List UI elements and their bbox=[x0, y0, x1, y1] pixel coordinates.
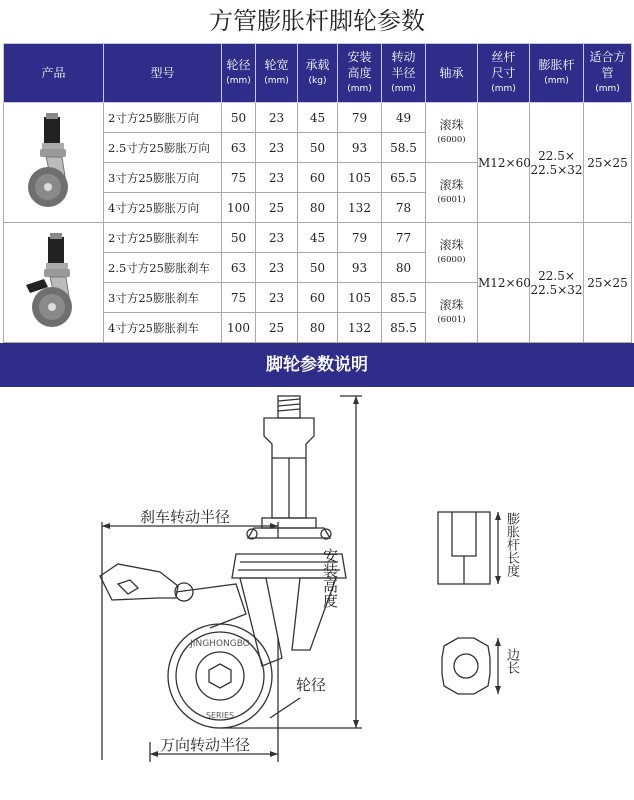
row-load: 60 bbox=[298, 163, 338, 193]
row-width: 23 bbox=[256, 133, 298, 163]
row-load: 45 bbox=[298, 103, 338, 133]
row-width: 23 bbox=[256, 283, 298, 313]
bearing-cell: 滚珠 (6000) bbox=[426, 223, 478, 283]
brake-lever bbox=[100, 564, 178, 600]
spec-table bbox=[3, 43, 632, 343]
product-image-brake bbox=[4, 223, 104, 343]
row-radius: 80 bbox=[382, 253, 426, 283]
col-install-height: 安装 高度 (mm) bbox=[338, 44, 382, 103]
row-height: 105 bbox=[338, 163, 382, 193]
row-model: 4寸方25膨胀万向 bbox=[104, 193, 222, 223]
page-title: 方管膨胀杆脚轮参数 bbox=[209, 7, 425, 35]
row-height: 132 bbox=[338, 313, 382, 343]
row-model: 2寸方25膨胀刹车 bbox=[104, 223, 222, 253]
row-load: 80 bbox=[298, 313, 338, 343]
row-load: 60 bbox=[298, 283, 338, 313]
row-load: 45 bbox=[298, 223, 338, 253]
row-dia: 75 bbox=[222, 163, 256, 193]
col-model: 型号 bbox=[104, 44, 222, 103]
row-model: 4寸方25膨胀刹车 bbox=[104, 313, 222, 343]
row-width: 23 bbox=[256, 103, 298, 133]
row-model: 2寸方25膨胀万向 bbox=[104, 103, 222, 133]
row-width: 25 bbox=[256, 313, 298, 343]
col-swivel-radius: 转动 半径 (mm) bbox=[382, 44, 426, 103]
rod-section-view bbox=[442, 638, 490, 694]
col-bearing: 轴承 bbox=[426, 44, 478, 103]
fit-tube-cell: 25×25 bbox=[584, 103, 632, 223]
axle-nut bbox=[209, 664, 231, 688]
row-width: 23 bbox=[256, 223, 298, 253]
row-dia: 63 bbox=[222, 253, 256, 283]
rod-length-label: 膨胀杆长度 bbox=[504, 512, 519, 577]
tire-series-text: SERIES bbox=[205, 711, 235, 720]
col-expansion-rod: 膨胀杆 (mm) bbox=[530, 44, 584, 103]
section-banner: 脚轮参数说明 bbox=[0, 343, 634, 387]
table-header-row bbox=[4, 44, 632, 103]
swivel-radius-label: 万向转动半径 bbox=[160, 736, 251, 754]
brake-caster-icon bbox=[22, 233, 86, 333]
tire-brand-text: JINGHONGBO bbox=[190, 639, 250, 649]
bearing-cell: 滚珠 (6001) bbox=[426, 283, 478, 343]
thread-cell: M12×60 bbox=[478, 223, 530, 343]
row-model: 2.5寸方25膨胀刹车 bbox=[104, 253, 222, 283]
row-load: 50 bbox=[298, 133, 338, 163]
col-load: 承载 (kg) bbox=[298, 44, 338, 103]
brake-radius-label: 刹车转动半径 bbox=[140, 508, 231, 526]
row-dia: 63 bbox=[222, 133, 256, 163]
table-row bbox=[4, 103, 632, 133]
row-dia: 75 bbox=[222, 283, 256, 313]
row-dia: 100 bbox=[222, 313, 256, 343]
row-width: 23 bbox=[256, 163, 298, 193]
expansion-rod-cell: 22.5× 22.5×32 bbox=[530, 103, 584, 223]
col-thread: 丝杆 尺寸 (mm) bbox=[478, 44, 530, 103]
row-dia: 100 bbox=[222, 193, 256, 223]
row-height: 105 bbox=[338, 283, 382, 313]
row-height: 79 bbox=[338, 223, 382, 253]
row-width: 23 bbox=[256, 253, 298, 283]
row-load: 50 bbox=[298, 253, 338, 283]
row-dia: 50 bbox=[222, 103, 256, 133]
row-radius: 77 bbox=[382, 223, 426, 253]
row-radius: 58.5 bbox=[382, 133, 426, 163]
col-product: 产品 bbox=[4, 44, 104, 103]
side-length-label: 边长 bbox=[504, 648, 519, 674]
bearing-cell: 滚珠 (6000) bbox=[426, 103, 478, 163]
row-width: 25 bbox=[256, 193, 298, 223]
expansion-rod-cell: 22.5× 22.5×32 bbox=[530, 223, 584, 343]
row-model: 3寸方25膨胀万向 bbox=[104, 163, 222, 193]
caster-drawing bbox=[0, 388, 634, 800]
row-load: 80 bbox=[298, 193, 338, 223]
bearing-cell: 滚珠 (6001) bbox=[426, 163, 478, 223]
wheel-dia-label: 轮径 bbox=[296, 676, 327, 694]
caster-diagram bbox=[0, 388, 634, 800]
row-model: 2.5寸方25膨胀万向 bbox=[104, 133, 222, 163]
row-radius: 49 bbox=[382, 103, 426, 133]
install-height-label: 安装高度 bbox=[321, 548, 339, 608]
row-model: 3寸方25膨胀刹车 bbox=[104, 283, 222, 313]
col-wheel-dia: 轮径 (mm) bbox=[222, 44, 256, 103]
table-row bbox=[4, 223, 632, 253]
fit-tube-cell: 25×25 bbox=[584, 223, 632, 343]
row-radius: 85.5 bbox=[382, 283, 426, 313]
col-wheel-width: 轮宽 (mm) bbox=[256, 44, 298, 103]
product-image-swivel bbox=[4, 103, 104, 223]
row-radius: 78 bbox=[382, 193, 426, 223]
row-height: 132 bbox=[338, 193, 382, 223]
row-height: 79 bbox=[338, 103, 382, 133]
row-radius: 85.5 bbox=[382, 313, 426, 343]
thread-cell: M12×60 bbox=[478, 103, 530, 223]
row-height: 93 bbox=[338, 133, 382, 163]
col-fit-tube: 适合方 管 (mm) bbox=[584, 44, 632, 103]
row-dia: 50 bbox=[222, 223, 256, 253]
swivel-caster-icon bbox=[22, 113, 86, 213]
row-radius: 65.5 bbox=[382, 163, 426, 193]
row-height: 93 bbox=[338, 253, 382, 283]
